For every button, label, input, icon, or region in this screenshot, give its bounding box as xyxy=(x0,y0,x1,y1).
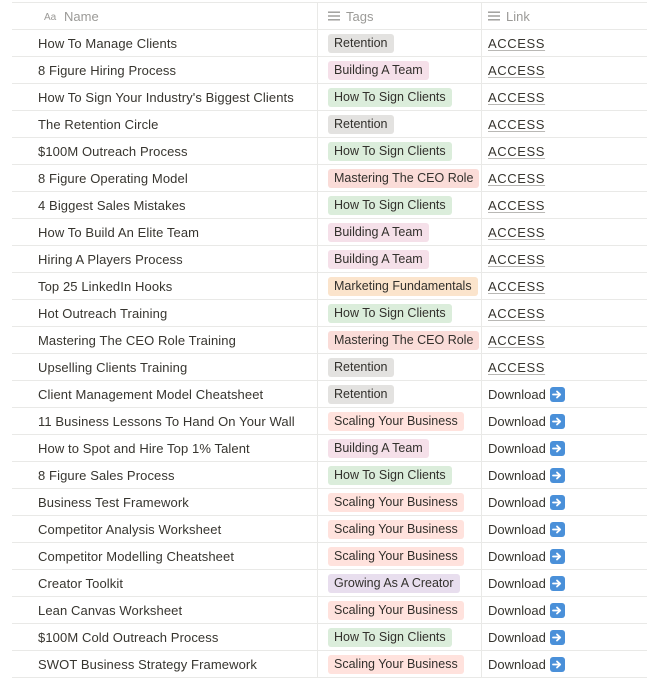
table-row[interactable] xyxy=(12,435,647,462)
tag-badge: How To Sign Clients xyxy=(328,628,452,647)
name-cell[interactable] xyxy=(12,624,318,650)
row-title: $100M Outreach Process xyxy=(38,143,188,159)
tags-cell[interactable] xyxy=(318,246,482,272)
row-title: 8 Figure Hiring Process xyxy=(38,62,177,78)
table-header xyxy=(12,2,647,30)
download-label: Download xyxy=(488,467,546,483)
link-cell xyxy=(482,489,647,515)
table-row[interactable] xyxy=(12,543,647,570)
table-row[interactable] xyxy=(12,57,647,84)
link-cell xyxy=(482,435,647,461)
table-row[interactable] xyxy=(12,192,647,219)
link-cell xyxy=(482,462,647,488)
tag-badge: Retention xyxy=(328,358,394,377)
table-row[interactable] xyxy=(12,84,647,111)
access-link[interactable]: ACCESS xyxy=(488,305,546,321)
download-label: Download xyxy=(488,575,546,591)
name-cell[interactable] xyxy=(12,138,318,164)
tags-cell[interactable] xyxy=(318,30,482,56)
link-cell xyxy=(482,219,647,245)
tag-badge: Mastering The CEO Role xyxy=(328,331,479,350)
link-cell xyxy=(482,543,647,569)
download-link[interactable] xyxy=(488,603,565,618)
download-link[interactable] xyxy=(488,576,565,591)
tag-badge: How To Sign Clients xyxy=(328,142,452,161)
text-property-icon xyxy=(44,11,58,21)
link-cell xyxy=(482,246,647,272)
list-property-icon xyxy=(328,11,340,21)
tags-cell[interactable] xyxy=(318,543,482,569)
table-row[interactable] xyxy=(12,381,647,408)
table-row[interactable] xyxy=(12,462,647,489)
table-row[interactable] xyxy=(12,408,647,435)
name-cell[interactable] xyxy=(12,219,318,245)
tags-cell[interactable] xyxy=(318,597,482,623)
download-label: Download xyxy=(488,602,546,618)
right-arrow-emoji-icon xyxy=(550,441,565,456)
link-cell xyxy=(482,192,647,218)
name-cell[interactable] xyxy=(12,516,318,542)
name-cell[interactable] xyxy=(12,570,318,596)
download-label: Download xyxy=(488,440,546,456)
row-title: Competitor Analysis Worksheet xyxy=(38,521,222,537)
link-cell xyxy=(482,354,647,380)
access-link[interactable]: ACCESS xyxy=(488,224,546,240)
tag-badge: How To Sign Clients xyxy=(328,466,452,485)
tag-badge: Marketing Fundamentals xyxy=(328,277,478,296)
right-arrow-emoji-icon xyxy=(550,576,565,591)
tags-cell[interactable] xyxy=(318,165,482,191)
download-link[interactable] xyxy=(488,468,565,483)
download-link[interactable] xyxy=(488,522,565,537)
tags-cell[interactable] xyxy=(318,192,482,218)
download-link[interactable] xyxy=(488,630,565,645)
access-link[interactable]: ACCESS xyxy=(488,197,546,213)
table-row[interactable] xyxy=(12,624,647,651)
tag-badge: Scaling Your Business xyxy=(328,547,464,566)
download-link[interactable] xyxy=(488,387,565,402)
tag-badge: Growing As A Creator xyxy=(328,574,460,593)
table-body xyxy=(12,30,647,678)
download-link[interactable] xyxy=(488,495,565,510)
row-title: Creator Toolkit xyxy=(38,575,124,591)
tags-cell[interactable] xyxy=(318,84,482,110)
access-link[interactable]: ACCESS xyxy=(488,251,546,267)
right-arrow-emoji-icon xyxy=(550,657,565,672)
table-row[interactable] xyxy=(12,354,647,381)
row-title: 8 Figure Sales Process xyxy=(38,467,175,483)
access-link[interactable]: ACCESS xyxy=(488,35,546,51)
download-label: Download xyxy=(488,494,546,510)
row-title: How To Sign Your Industry's Biggest Clients xyxy=(38,89,294,105)
tag-badge: Building A Team xyxy=(328,61,429,80)
tags-cell[interactable] xyxy=(318,57,482,83)
row-title: $100M Cold Outreach Process xyxy=(38,629,219,645)
tags-cell[interactable] xyxy=(318,489,482,515)
tag-badge: Scaling Your Business xyxy=(328,601,464,620)
row-title: Mastering The CEO Role Training xyxy=(38,332,236,348)
download-link[interactable] xyxy=(488,441,565,456)
link-cell xyxy=(482,408,647,434)
right-arrow-emoji-icon xyxy=(550,495,565,510)
database-table xyxy=(12,2,647,678)
name-cell[interactable] xyxy=(12,354,318,380)
column-header-tags[interactable] xyxy=(318,3,482,29)
access-link[interactable]: ACCESS xyxy=(488,359,546,375)
download-label: Download xyxy=(488,656,546,672)
table-row[interactable] xyxy=(12,138,647,165)
tags-cell[interactable] xyxy=(318,111,482,137)
right-arrow-emoji-icon xyxy=(550,630,565,645)
row-title: 4 Biggest Sales Mistakes xyxy=(38,197,186,213)
right-arrow-emoji-icon xyxy=(550,522,565,537)
row-title: 11 Business Lessons To Hand On Your Wall xyxy=(38,413,295,429)
row-title: Upselling Clients Training xyxy=(38,359,188,375)
access-link[interactable]: ACCESS xyxy=(488,62,546,78)
download-link[interactable] xyxy=(488,549,565,564)
link-cell xyxy=(482,381,647,407)
tags-cell[interactable] xyxy=(318,327,482,353)
row-title: 8 Figure Operating Model xyxy=(38,170,188,186)
row-title: Lean Canvas Worksheet xyxy=(38,602,183,618)
tags-cell[interactable] xyxy=(318,462,482,488)
tags-cell[interactable] xyxy=(318,219,482,245)
name-cell[interactable] xyxy=(12,543,318,569)
link-cell xyxy=(482,624,647,650)
access-link[interactable]: ACCESS xyxy=(488,278,546,294)
name-cell[interactable] xyxy=(12,273,318,299)
download-label: Download xyxy=(488,521,546,537)
link-cell xyxy=(482,570,647,596)
right-arrow-emoji-icon xyxy=(550,468,565,483)
name-cell[interactable] xyxy=(12,489,318,515)
name-cell[interactable] xyxy=(12,57,318,83)
access-link[interactable]: ACCESS xyxy=(488,89,546,105)
row-title: Client Management Model Cheatsheet xyxy=(38,386,264,402)
right-arrow-emoji-icon xyxy=(550,387,565,402)
name-cell[interactable] xyxy=(12,300,318,326)
name-cell[interactable] xyxy=(12,327,318,353)
name-cell[interactable] xyxy=(12,408,318,434)
name-cell[interactable] xyxy=(12,165,318,191)
name-cell[interactable] xyxy=(12,111,318,137)
row-title: The Retention Circle xyxy=(38,116,159,132)
tags-cell[interactable] xyxy=(318,624,482,650)
row-title: Business Test Framework xyxy=(38,494,189,510)
table-row[interactable] xyxy=(12,489,647,516)
tag-badge: Scaling Your Business xyxy=(328,655,464,674)
right-arrow-emoji-icon xyxy=(550,603,565,618)
link-cell xyxy=(482,111,647,137)
tag-badge: Scaling Your Business xyxy=(328,520,464,539)
row-title: How To Manage Clients xyxy=(38,35,178,51)
tag-badge: How To Sign Clients xyxy=(328,304,452,323)
name-cell[interactable] xyxy=(12,462,318,488)
column-header-name[interactable] xyxy=(12,3,318,29)
tag-badge: Scaling Your Business xyxy=(328,493,464,512)
tag-badge: Building A Team xyxy=(328,223,429,242)
row-title: How To Build An Elite Team xyxy=(38,224,200,240)
name-cell[interactable] xyxy=(12,30,318,56)
name-cell[interactable] xyxy=(12,84,318,110)
access-link[interactable]: ACCESS xyxy=(488,170,546,186)
table-row[interactable] xyxy=(12,300,647,327)
link-cell xyxy=(482,57,647,83)
name-cell[interactable] xyxy=(12,597,318,623)
tags-cell[interactable] xyxy=(318,435,482,461)
download-link[interactable] xyxy=(488,657,565,672)
tags-cell[interactable] xyxy=(318,354,482,380)
access-link[interactable]: ACCESS xyxy=(488,332,546,348)
column-header-link-label: Link xyxy=(506,8,530,24)
download-label: Download xyxy=(488,548,546,564)
tag-badge: Mastering The CEO Role xyxy=(328,169,479,188)
link-cell xyxy=(482,30,647,56)
column-header-link[interactable] xyxy=(482,3,647,29)
tag-badge: Building A Team xyxy=(328,439,429,458)
tag-badge: Scaling Your Business xyxy=(328,412,464,431)
name-cell[interactable] xyxy=(12,192,318,218)
table-row[interactable] xyxy=(12,273,647,300)
svg-text:Aa: Aa xyxy=(44,12,57,21)
download-label: Download xyxy=(488,629,546,645)
tags-cell[interactable] xyxy=(318,570,482,596)
row-title: Competitor Modelling Cheatsheet xyxy=(38,548,235,564)
name-cell[interactable] xyxy=(12,246,318,272)
table-row[interactable] xyxy=(12,111,647,138)
name-cell[interactable] xyxy=(12,381,318,407)
row-title: How to Spot and Hire Top 1% Talent xyxy=(38,440,250,456)
access-link[interactable]: ACCESS xyxy=(488,143,546,159)
tag-badge: Retention xyxy=(328,34,394,53)
right-arrow-emoji-icon xyxy=(550,549,565,564)
link-cell xyxy=(482,651,647,677)
link-cell xyxy=(482,516,647,542)
access-link[interactable]: ACCESS xyxy=(488,116,546,132)
table-row[interactable] xyxy=(12,570,647,597)
right-arrow-emoji-icon xyxy=(550,414,565,429)
table-row[interactable] xyxy=(12,219,647,246)
tags-cell[interactable] xyxy=(318,273,482,299)
column-header-tags-label: Tags xyxy=(346,8,374,24)
row-title: Top 25 LinkedIn Hooks xyxy=(38,278,173,294)
link-property-icon xyxy=(488,11,500,21)
table-row[interactable] xyxy=(12,516,647,543)
link-cell xyxy=(482,138,647,164)
table-row[interactable] xyxy=(12,246,647,273)
table-row[interactable] xyxy=(12,30,647,57)
tag-badge: Building A Team xyxy=(328,250,429,269)
link-cell xyxy=(482,327,647,353)
row-title: Hiring A Players Process xyxy=(38,251,183,267)
table-row[interactable] xyxy=(12,165,647,192)
tag-badge: How To Sign Clients xyxy=(328,196,452,215)
download-link[interactable] xyxy=(488,414,565,429)
link-cell xyxy=(482,84,647,110)
row-title: Hot Outreach Training xyxy=(38,305,168,321)
tag-badge: Retention xyxy=(328,115,394,134)
download-label: Download xyxy=(488,413,546,429)
tag-badge: Retention xyxy=(328,385,394,404)
link-cell xyxy=(482,273,647,299)
tags-cell[interactable] xyxy=(318,516,482,542)
column-header-name-label: Name xyxy=(64,8,99,24)
tags-cell[interactable] xyxy=(318,300,482,326)
name-cell[interactable] xyxy=(12,651,318,677)
table-row[interactable] xyxy=(12,327,647,354)
download-label: Download xyxy=(488,386,546,402)
row-title: SWOT Business Strategy Framework xyxy=(38,656,257,672)
link-cell xyxy=(482,300,647,326)
link-cell xyxy=(482,597,647,623)
link-cell xyxy=(482,165,647,191)
tags-cell[interactable] xyxy=(318,651,482,677)
tag-badge: How To Sign Clients xyxy=(328,88,452,107)
tags-cell[interactable] xyxy=(318,408,482,434)
name-cell[interactable] xyxy=(12,435,318,461)
tags-cell[interactable] xyxy=(318,138,482,164)
tags-cell[interactable] xyxy=(318,381,482,407)
table-row[interactable] xyxy=(12,651,647,678)
table-row[interactable] xyxy=(12,597,647,624)
